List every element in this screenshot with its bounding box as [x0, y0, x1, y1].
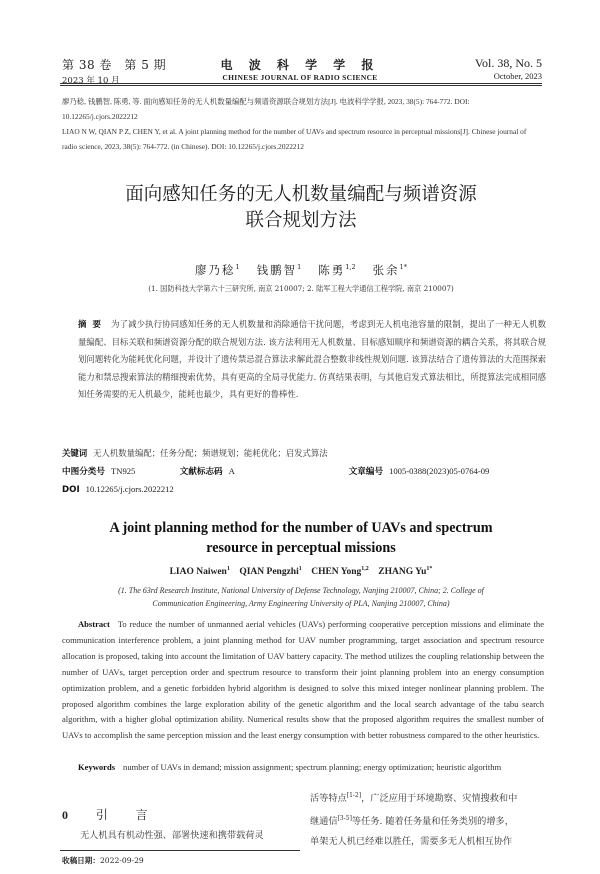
authors-en: [60, 566, 542, 577]
author-cn-1: 廖乃稔$^1$: [195, 263, 240, 277]
title-en-line2: resource in perceptual missions: [206, 540, 396, 556]
intro-right-line2: 继通信[3-5]等任务. 随着任务量和任务类别的增多，: [310, 815, 514, 828]
author-cn-2: 钱鹏智$^1$: [256, 263, 302, 277]
citation-en-line2: radio science, 2023, 38(5): 764-772. (in Chinese). DOI: 10.12265/j.cjors.2022212: [62, 142, 304, 151]
title-cn: [60, 182, 542, 234]
affiliation-en-line1: (1. The 63rd Research Institute, National University of Defense Technology, Nanjing 210007, China; 2. College of: [118, 586, 484, 595]
doc-code-label: 文献标志码: [179, 467, 223, 477]
citation-en-line1: LIAO N W, QIAN P Z, CHEN Y, et al. A joint planning method for the number of UAVs and spectrum resource in perceptual missions[J]. Chinese journal of: [62, 127, 527, 136]
author-en-1: LIAO Naiwen$^1$: [169, 566, 230, 578]
section-number: 0: [62, 808, 80, 822]
keywords-en-text: number of UAVs in demand; mission assignment; spectrum planning; energy optimization; heuristic algorithm: [123, 762, 502, 772]
keywords-en: [62, 760, 544, 776]
header-rule-thin: [60, 85, 542, 86]
abstract-en: [62, 617, 544, 744]
affiliation-en: [80, 584, 522, 610]
doi-row: [62, 484, 542, 495]
citation-cn-line2: 10.12265/j.cjors.2022212: [62, 112, 138, 121]
header-journal-block: [190, 56, 410, 82]
abstract-cn-label: 摘要: [78, 319, 108, 329]
intro-right-line3: 单架无人机已经难以胜任，需要多无人机相互协作: [310, 836, 513, 848]
title-en: [60, 518, 542, 558]
abstract-en-text: To reduce the number of unmanned aerial vehicles (UAVs) performing cooperative perception missions and eliminate the communication interference problem, a joint planning method for UAV number programming, target association and spectrum resource allocation is proposed, taking into account the limitation of UAV battery capacity. The method utilizes the coupling relationship between the number of UAVs, target perception order and spectrum resource to transform their joint planning problem into an energy consumption optimization problem, and a genetic forbidden hybrid algorithm is designed to solve this mixed integer nonlinear planning problem. The proposed algorithm combines the large exploration ability of the genetic algorithm and the local search advantage of the tabu search algorithm, with a higher global optimization ability. Numerical results show that the proposed algorithm requires the smallest number of UAVs to accomplish the same perception mission and the least energy consumption with better robustness compared to the other heuristics.: [62, 619, 544, 741]
footnote-received: [62, 855, 312, 866]
header-volume-block: [62, 56, 172, 86]
intro-left-text: 无人机具有机动性强、部署快速和携带载荷灵: [80, 830, 264, 841]
doi-label: DOI: [62, 485, 80, 495]
author-en-3: CHEN Yong$^{1,2}$: [311, 566, 369, 578]
author-en-2: QIAN Pengzhi$^1$: [239, 566, 302, 578]
keywords-en-label: Keywords: [78, 762, 116, 772]
volume-cn: 第 38 卷 第 5 期: [62, 58, 167, 72]
author-cn-3: 陈勇$^{1,2}$: [318, 263, 356, 277]
article-number-label: 文章编号: [348, 467, 384, 477]
affiliation-cn: (1. 国防科技大学第六十三研究所, 南京 210007; 2. 陆军工程大学通信工程学院, 南京 210007): [148, 284, 454, 293]
clc-value: TN925: [110, 466, 136, 476]
title-cn-line2: 联合规划方法: [245, 210, 357, 231]
section-heading-intro: [62, 806, 160, 823]
date-cn: 2023 年 10 月: [62, 76, 120, 86]
author-cn-4: 张余$^{1*}$: [372, 263, 407, 277]
received-date-value: 2022-09-29: [99, 856, 144, 865]
received-date-label: 收稿日期：: [62, 856, 100, 865]
keywords-cn-label: 关键词: [62, 448, 88, 458]
journal-name-cn: 电 波 科 学 学 报: [220, 58, 380, 72]
intro-right-line1: 活等特点[1-2]，广泛应用于环境勘察、灾情搜救和中: [310, 792, 518, 805]
title-en-line1: A joint planning method for the number of UAVs and spectrum: [109, 520, 493, 536]
keywords-cn-text: 无人机数量编配；任务分配；频谱规划；能耗优化；启发式算法: [93, 448, 328, 458]
citation-block: [62, 94, 544, 154]
clc-label: 中图分类号: [62, 467, 105, 477]
author-en-4: ZHANG $Yu^{1*}$: [378, 566, 433, 578]
journal-name-en: CHINESE JOURNAL OF RADIO SCIENCE: [222, 73, 378, 82]
citation-cn-line1: 廖乃稔, 钱鹏智, 陈勇, 等. 面向感知任务的无人机数量编配与频谱资源联合规划方法[J]. 电波科学学报, 2023, 38(5): 764-772. DOI:: [62, 97, 470, 106]
abstract-cn: [78, 316, 546, 404]
section-title: 引 言: [95, 808, 160, 822]
abstract-cn-text: 为了减少执行协同感知任务的无人机数量和消除通信干扰问题，考虑到无人机电池容量的限制，提出了一种无人机数量编配、目标关联和频谱资源分配的联合规划方法. 该方法利用无人机数量、目标感知顺序和频谱资源的耦合关系，将其联合规划问题转化为能耗优化问题，并设计了遗传禁忌混合算法求解此混合整数非线性规划问题. 该算法结合了遗传算法的大范围探索能力和禁忌搜索算法的精细搜索优势，具有更高的全局寻优能力. 仿真结果表明，与其他启发式算法相比，所提算法完成相同感知任务需要的无人机最少，能耗也最少，具有更好的鲁棒性.: [78, 319, 546, 399]
doc-code-value: A: [228, 466, 235, 476]
footnote-rule: [60, 850, 300, 851]
classification-row: [62, 465, 542, 477]
article-number-value: 1005-0388(2023)05-0764-09: [389, 466, 490, 476]
header-rule: [60, 83, 542, 84]
intro-left-column: [62, 826, 302, 846]
affiliation-en-line2: Communication Engineering, Army Engineering University of PLA, Nanjing 210007, China): [152, 599, 450, 608]
keywords-cn: [62, 447, 542, 459]
title-cn-line1: 面向感知任务的无人机数量编配与频谱资源: [125, 184, 477, 205]
header-issue-block: [412, 56, 542, 81]
intro-right-column: [310, 786, 542, 852]
volume-en: Vol. 38, No. 5: [474, 56, 542, 70]
date-en: October, 2023: [493, 71, 542, 81]
abstract-en-label: Abstract: [78, 619, 110, 629]
doi-value: 10.12265/j.cjors.2022212: [85, 484, 174, 494]
authors-cn: [60, 262, 542, 278]
